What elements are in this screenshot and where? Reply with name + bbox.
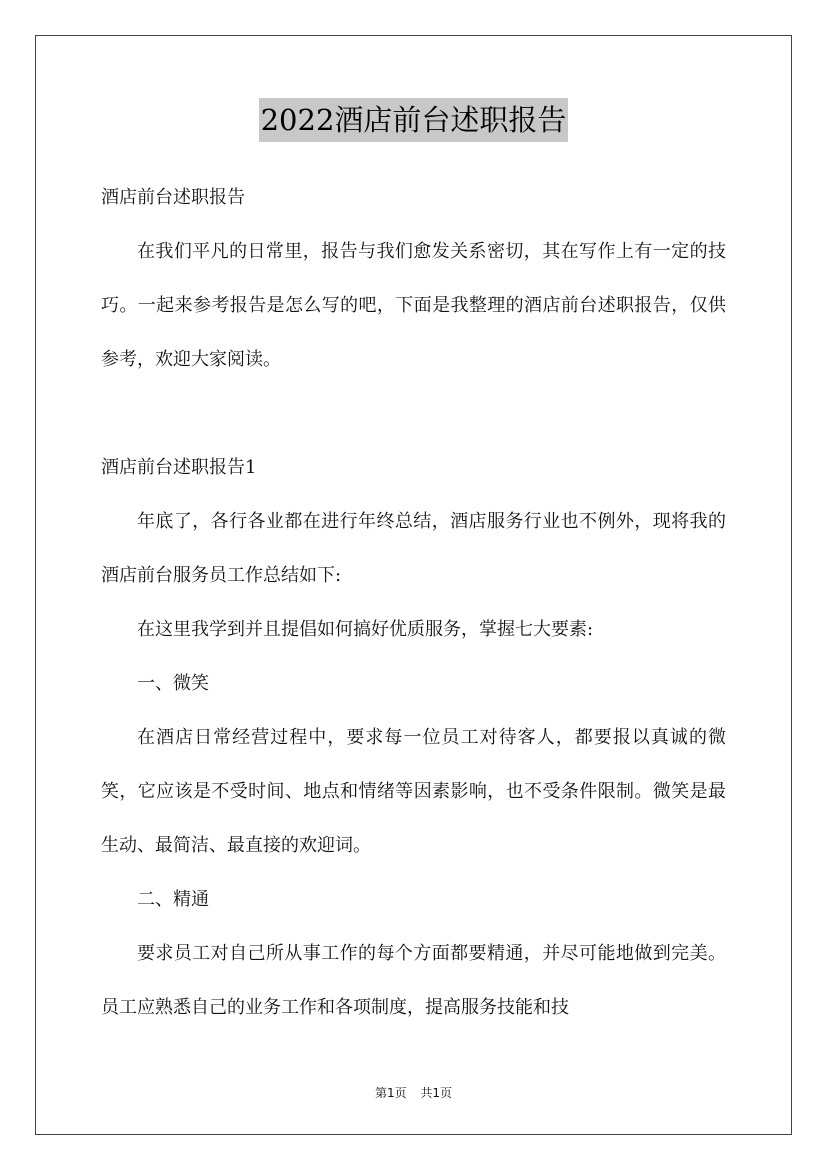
page-footer: 第1页 共1页 xyxy=(374,1086,453,1100)
section-heading-intro: 酒店前台述职报告 xyxy=(101,187,245,208)
year-end-paragraph: 年底了，各行各业都在进行年终总结，酒店服务行业也不例外，现将我的酒店前台服务员工作总结如下: xyxy=(101,511,726,586)
proficiency-paragraph: 要求员工对自己所从事工作的每个方面都要精通，并尽可能地做到完美。员工应熟悉自己的业务工作和各项制度，提高服务技能和技 xyxy=(101,943,726,1018)
section-heading-report-1: 酒店前台述职报告1 xyxy=(101,457,257,478)
subheading-smile: 一、微笑 xyxy=(137,673,209,694)
document-body xyxy=(101,171,726,1035)
subheading-proficiency: 二、精通 xyxy=(137,889,209,910)
document-title-text: 2022酒店前台述职报告 xyxy=(259,98,569,142)
smile-paragraph: 在酒店日常经营过程中，要求每一位员工对待客人，都要报以真诚的微笑，它应该是不受时间、地点和情绪等因素影响，也不受条件限制。微笑是最生动、最简洁、最直接的欢迎词。 xyxy=(101,727,726,856)
paragraph-spacer xyxy=(101,387,726,441)
seven-elements-paragraph: 在这里我学到并且提倡如何搞好优质服务，掌握七大要素: xyxy=(137,619,594,640)
document-title xyxy=(0,98,827,142)
intro-paragraph: 在我们平凡的日常里，报告与我们愈发关系密切，其在写作上有一定的技巧。一起来参考报告是怎么写的吧，下面是我整理的酒店前台述职报告，仅供参考，欢迎大家阅读。 xyxy=(101,241,726,370)
